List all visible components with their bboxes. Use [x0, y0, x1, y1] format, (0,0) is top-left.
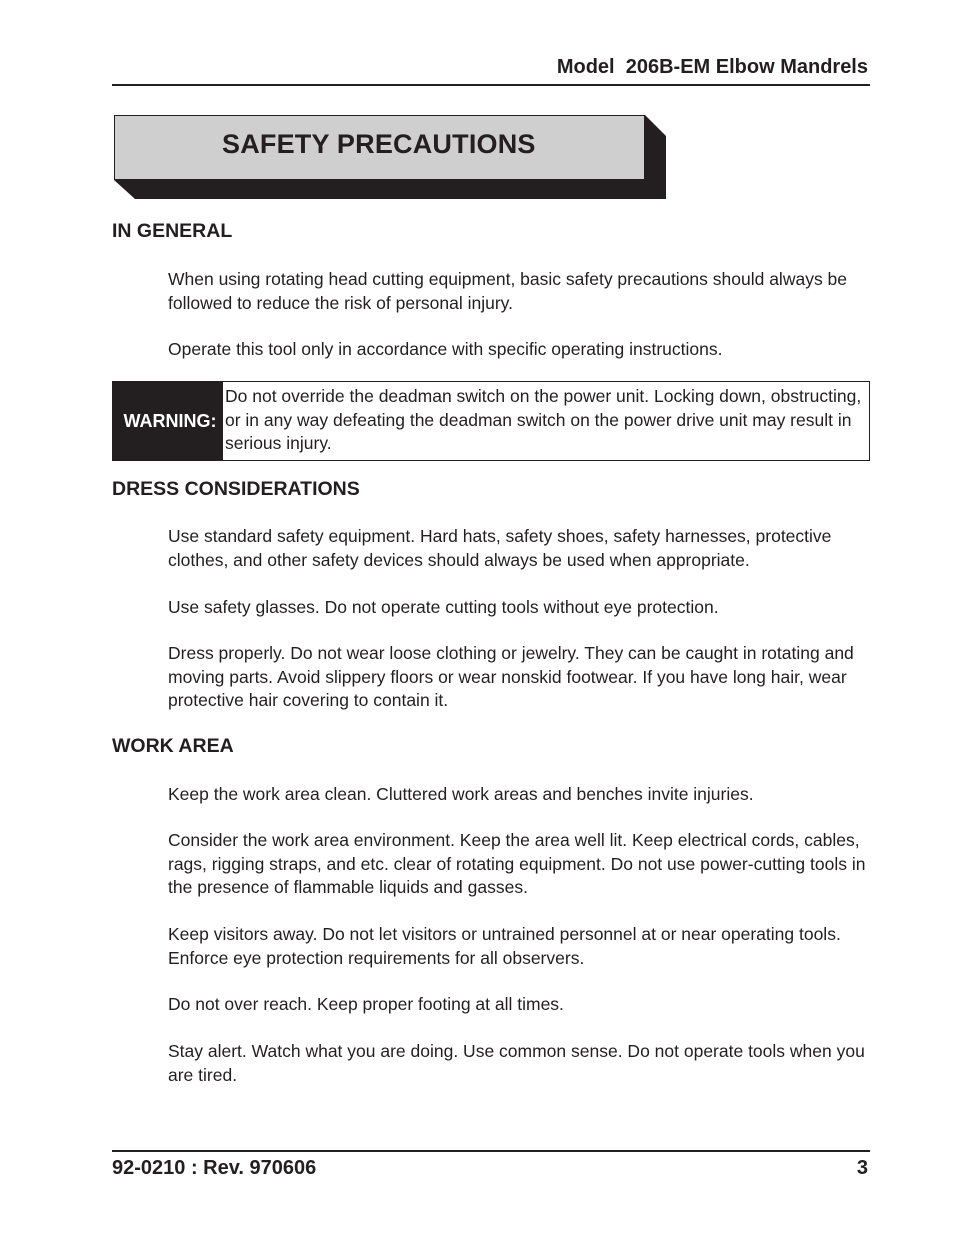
paragraph: Use standard safety equipment. Hard hats, safety shoes, safety harnesses, protective clothes, and other safety devices should always be used when appropriate. [168, 526, 832, 570]
section-heading-general: IN GENERAL [112, 220, 233, 242]
paragraph: When using rotating head cutting equipment, basic safety precautions should always be followed to reduce the risk of personal injury. [168, 269, 848, 313]
page-title: SAFETY PRECAUTIONS [222, 129, 536, 159]
footer-doc-number: 92-0210 : Rev. 970606 [112, 1157, 317, 1179]
warning-box [112, 381, 870, 461]
header-rule [112, 84, 870, 86]
paragraph: Keep the work area clean. Cluttered work areas and benches invite injuries. [168, 784, 754, 804]
warning-text: Do not override the deadman switch on the power unit. Locking down, obstructing, or in any way defeating the deadman switch on the power drive unit may result in serious injury. [225, 386, 862, 453]
paragraph: Dress properly. Do not wear loose clothing or jewelry. They can be caught in rotating and moving parts. Avoid slippery floors or wear nonskid footwear. If you have long hair, wear protective hair covering to contain it. [168, 643, 854, 710]
paragraph: Consider the work area environment. Keep the area well lit. Keep electrical cords, cables, rags, rigging straps, and etc. clear of rotating equipment. Do not use power-cutting tools in the presence of flammable liquids and gasses. [168, 830, 866, 897]
paragraph: Do not over reach. Keep proper footing at all times. [168, 994, 564, 1014]
paragraph: Use safety glasses. Do not operate cutting tools without eye protection. [168, 597, 719, 617]
section-heading-dress: DRESS CONSIDERATIONS [112, 478, 360, 500]
section-heading-work-area: WORK AREA [112, 735, 234, 757]
paragraph: Stay alert. Watch what you are doing. Use common sense. Do not operate tools when you are tired. [168, 1041, 865, 1085]
footer-page-number: 3 [856, 1157, 868, 1179]
footer-rule [112, 1150, 870, 1152]
paragraph: Operate this tool only in accordance with specific operating instructions. [168, 339, 723, 359]
paragraph: Keep visitors away. Do not let visitors or untrained personnel at or near operating tools. Enforce eye protection requirements for all observers. [168, 924, 841, 968]
warning-label: WARNING: [113, 382, 223, 460]
header-title: Model 206B-EM Elbow Mandrels [556, 56, 868, 78]
